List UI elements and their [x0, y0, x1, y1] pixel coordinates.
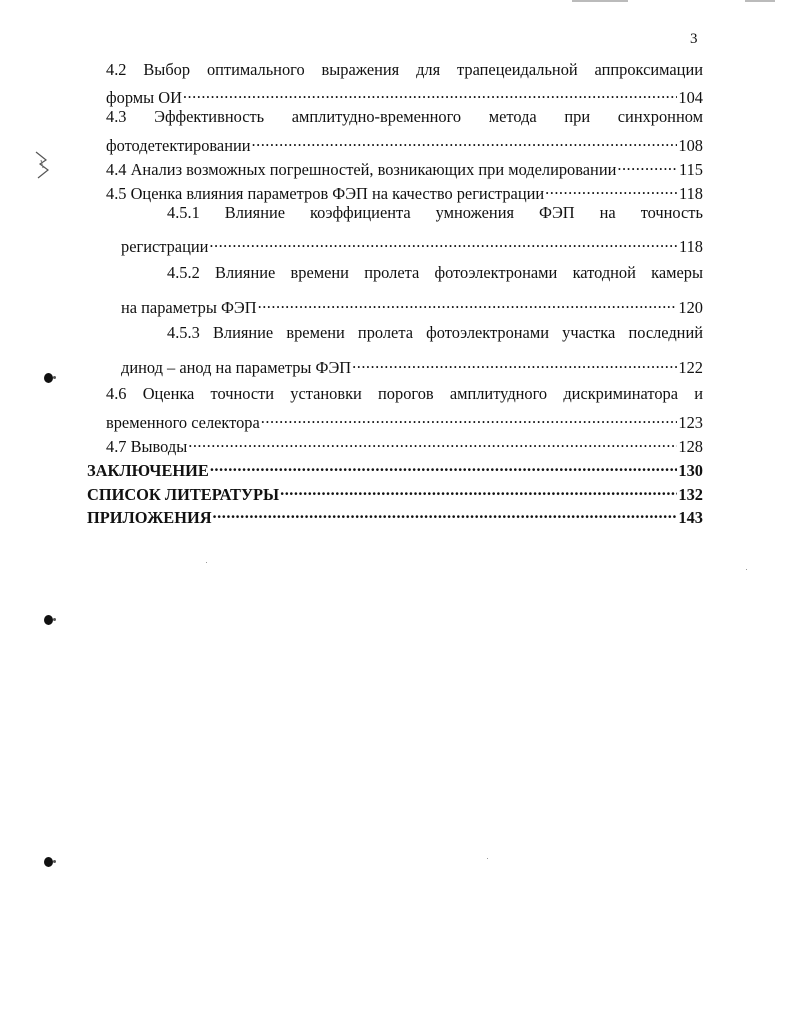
toc-entry-4-6-line2	[106, 408, 703, 433]
toc-entry-4-3-line2	[106, 131, 703, 156]
toc-entry-4-2-line1	[106, 60, 703, 80]
toc-page-number: 120	[678, 298, 703, 317]
toc-entry-title: формы ОИ	[106, 88, 182, 107]
toc-word: синхронном	[617, 107, 703, 126]
toc-page-number: 108	[678, 136, 703, 155]
toc-word: при	[564, 107, 591, 126]
toc-page-number: 130	[678, 461, 703, 480]
toc-entry-title: СПИСОК ЛИТЕРАТУРЫ	[87, 485, 280, 504]
scan-speck	[746, 569, 747, 570]
toc-page-number: 128	[678, 437, 703, 456]
toc-word: метода	[488, 107, 537, 126]
dot-leader	[209, 232, 678, 252]
toc-entry-title: 4.5.3 Влияние времени пролета фотоэлектронами участка последний	[167, 323, 703, 342]
scan-edge-mark	[745, 0, 775, 2]
toc-page-number: 104	[678, 88, 703, 107]
dot-leader	[352, 353, 677, 373]
toc-word: амплитудно-временного	[291, 107, 462, 126]
toc-entry-4-3-line1	[106, 107, 703, 127]
toc-entry-4-5-2-line2	[121, 293, 703, 318]
toc-page-number: 132	[678, 485, 703, 504]
toc-word: умножения	[435, 203, 515, 222]
toc-entry-references	[87, 480, 703, 505]
toc-word: коэффициента	[310, 203, 411, 222]
dot-leader	[252, 131, 678, 151]
toc-page-number: 115	[679, 160, 703, 179]
toc-word: Влияние	[224, 203, 286, 222]
toc-entry-appendices	[87, 503, 703, 528]
dot-leader	[280, 480, 677, 500]
toc-entry-4-2-line2	[106, 83, 703, 108]
dot-leader	[545, 179, 678, 199]
toc-entry-title: 4.4 Анализ возможных погрешностей, возникающих при моделировании	[106, 160, 617, 179]
dot-leader	[188, 432, 677, 452]
toc-entry-4-6-line1	[106, 384, 703, 404]
toc-word: 4.5.1	[167, 203, 200, 222]
toc-page-number: 118	[679, 237, 703, 256]
toc-word: оптимального	[206, 60, 305, 79]
toc-entry-4-5-2-line1	[167, 263, 703, 283]
toc-entry-title: на параметры ФЭП	[121, 298, 257, 317]
dot-leader	[261, 408, 678, 428]
toc-entry-title: динод – анод на параметры ФЭП	[121, 358, 352, 377]
toc-entry-title: регистрации	[121, 237, 209, 256]
toc-entry-4-5-1-line2	[121, 232, 703, 257]
toc-entry-title: 4.7 Выводы	[106, 437, 188, 456]
toc-word: аппроксимации	[594, 60, 703, 79]
toc-entry-4-5	[106, 179, 703, 204]
toc-word: ФЭП	[539, 203, 575, 222]
toc-entry-title: 4.5.2 Влияние времени пролета фотоэлектронами катодной камеры	[167, 263, 703, 282]
toc-entry-4-4	[106, 155, 703, 180]
toc-page-number: 143	[678, 508, 703, 527]
punch-hole-mark	[44, 857, 53, 867]
toc-word: 4.2	[106, 60, 127, 79]
toc-word: для	[416, 60, 441, 79]
toc-word: Эффективность	[154, 107, 265, 126]
dot-leader	[183, 83, 677, 103]
toc-word: на	[599, 203, 616, 222]
toc-entry-title: 4.6 Оценка точности установки порогов амплитудного дискриминатора и	[106, 384, 703, 403]
scan-speck	[487, 858, 488, 859]
toc-word: Выбор	[143, 60, 191, 79]
scan-edge-mark	[572, 0, 628, 2]
dot-leader	[617, 155, 678, 175]
punch-hole-mark	[44, 615, 53, 625]
toc-entry-4-7	[106, 432, 703, 457]
toc-entry-4-5-3-line2	[121, 353, 703, 378]
toc-word: выражения	[321, 60, 400, 79]
toc-word: трапецеидальной	[457, 60, 578, 79]
scan-artifact-mark	[32, 150, 54, 182]
toc-entry-conclusion	[87, 456, 703, 481]
toc-entry-4-5-3-line1	[167, 323, 703, 343]
toc-entry-title: ПРИЛОЖЕНИЯ	[87, 508, 212, 527]
toc-page-number: 122	[678, 358, 703, 377]
dot-leader	[258, 293, 678, 313]
scan-speck	[206, 562, 207, 563]
toc-entry-title: ЗАКЛЮЧЕНИЕ	[87, 461, 209, 480]
dot-leader	[213, 503, 678, 523]
toc-entry-title: 4.5 Оценка влияния параметров ФЭП на качество регистрации	[106, 184, 545, 203]
toc-entry-title: фотодетектировании	[106, 136, 251, 155]
toc-page-number: 123	[678, 413, 703, 432]
toc-entry-4-5-1-line1	[167, 203, 703, 223]
punch-hole-mark	[44, 373, 53, 383]
toc-word: точность	[640, 203, 703, 222]
toc-entry-title: временного селектора	[106, 413, 260, 432]
dot-leader	[210, 456, 678, 476]
page-number: 3	[690, 31, 698, 47]
toc-word: 4.3	[106, 107, 127, 126]
toc-page-number: 118	[679, 184, 703, 203]
